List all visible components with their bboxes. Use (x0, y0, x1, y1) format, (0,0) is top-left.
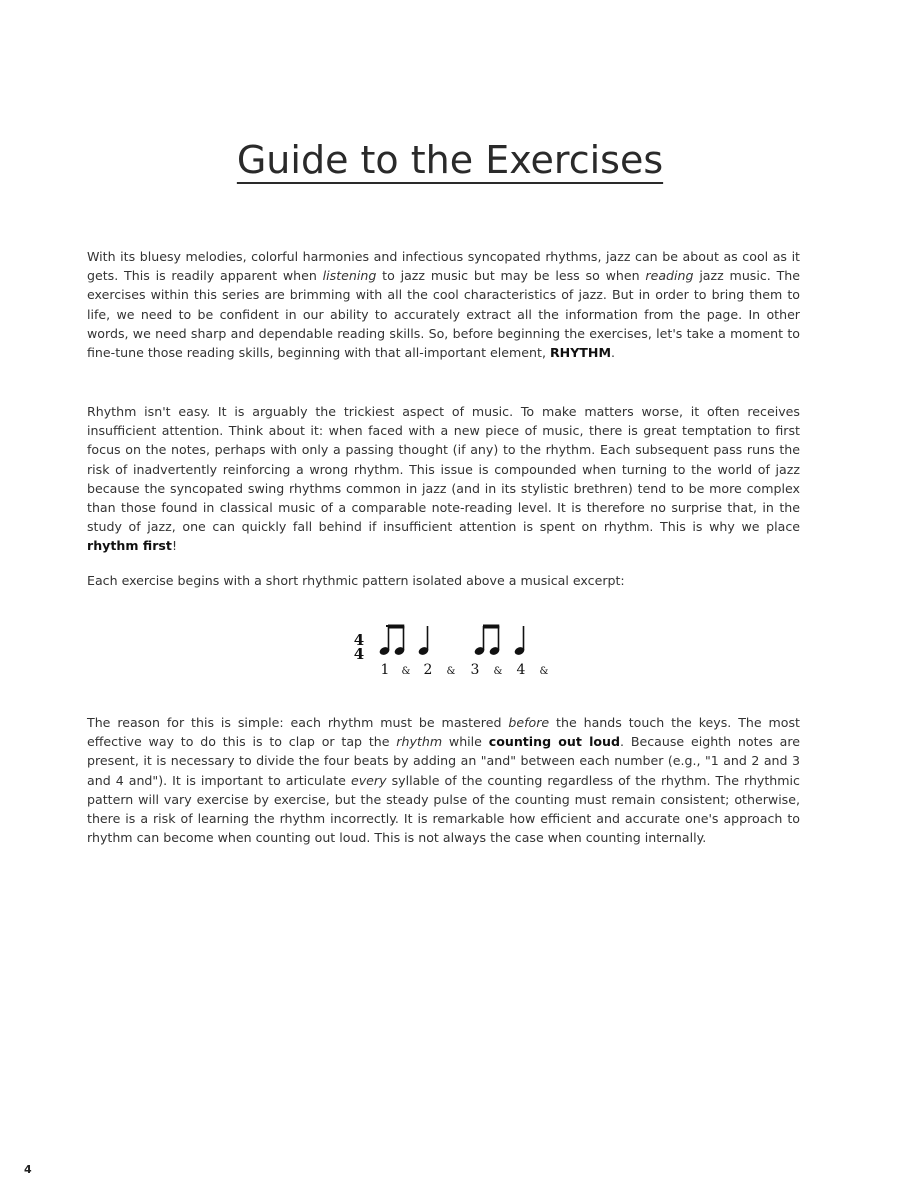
count-label: 1 (380, 662, 390, 678)
emphasis-every: every (350, 772, 387, 788)
rhythm-paragraph: Rhythm isn't easy. It is arguably the trickiest aspect of music. To make matters worse, it often receives insufficient attention. Think about it: when faced with a new piece of music, there is great temptation to first focus on the notes, perhaps with only a passing thought (if any) to the rhythm. Each subsequent pass runs the risk of inadvertently reinforcing a wrong rhythm. This issue is compounded when turning to the world of jazz because the syncopated swing rhythms common in jazz (and in its stylistic brethren) tend to be more complex than those found in classical music of a comparable note-reading level. It is therefore no surprise that, in the study of jazz, one can quickly fall behind if insufficient attention is spent on rhythm. This is why we place rhythm first! (87, 404, 800, 554)
page-number: 4 (24, 1163, 32, 1176)
time-signature-top: 4 (353, 631, 365, 649)
beamed-eighth-notes-1 (379, 625, 406, 657)
emphasis-listening: listening (322, 268, 377, 284)
emphasis-rhythm: rhythm (396, 734, 443, 750)
count-label: 4 (516, 662, 526, 678)
time-signature-bottom: 4 (353, 645, 365, 663)
beamed-eighth-notes-2 (474, 625, 501, 657)
emphasis-reading: reading (645, 268, 694, 284)
example-intro-paragraph: Each exercise begins with a short rhythmic pattern isolated above a musical excerpt: (87, 573, 625, 588)
page-title: Guide to the Exercises (236, 138, 664, 182)
quarter-note-1 (418, 626, 430, 656)
quarter-note-2 (514, 626, 526, 656)
counting-paragraph: The reason for this is simple: each rhythm must be mastered before the hands touch the keys. The most effective way to do this is to clap or tap the rhythm while counting out loud. Because eighth notes are present, it is necessary to divide the four beats by adding an "and" between each number (e.g., "1 and 2 and 3 and 4 and"). It is important to articulate every syllable of the counting regardless of the rhythm. The rhythmic pattern will vary exercise by exercise, but the steady pulse of the counting must remain consistent; otherwise, there is a risk of learning the rhythm incorrectly. It is remarkable how efficient and accurate one's approach to rhythm can become when counting out loud. This is not always the case when counting internally. (87, 715, 800, 846)
rhythm-first-keyword: rhythm first (87, 538, 172, 554)
emphasis-before: before (508, 715, 550, 730)
count-label: & (493, 666, 503, 677)
count-label: & (539, 666, 549, 677)
rhythm-example-figure (340, 612, 560, 684)
intro-paragraph: With its bluesy melodies, colorful harmonies and infectious syncopated rhythms, jazz can be about as cool as it gets. This is readily apparent when listening to jazz music but may be less so when reading jazz music. The exercises within this series are brimming with all the cool characteristics of jazz. But in order to bring them to life, we need to be confident in our ability to accurately extract all the information from the page. In other words, we need sharp and dependable reading skills. So, before beginning the exercises, let's take a moment to fine-tune those reading skills, beginning with that all-important element, RHYTHM. (87, 249, 801, 361)
counting-out-loud-keyword: counting out loud (488, 734, 621, 750)
count-label: & (446, 666, 456, 677)
rhythm-keyword: RHYTHM (549, 345, 611, 361)
count-label: 3 (470, 662, 480, 678)
count-label: & (401, 666, 411, 677)
count-label: 2 (423, 662, 433, 678)
